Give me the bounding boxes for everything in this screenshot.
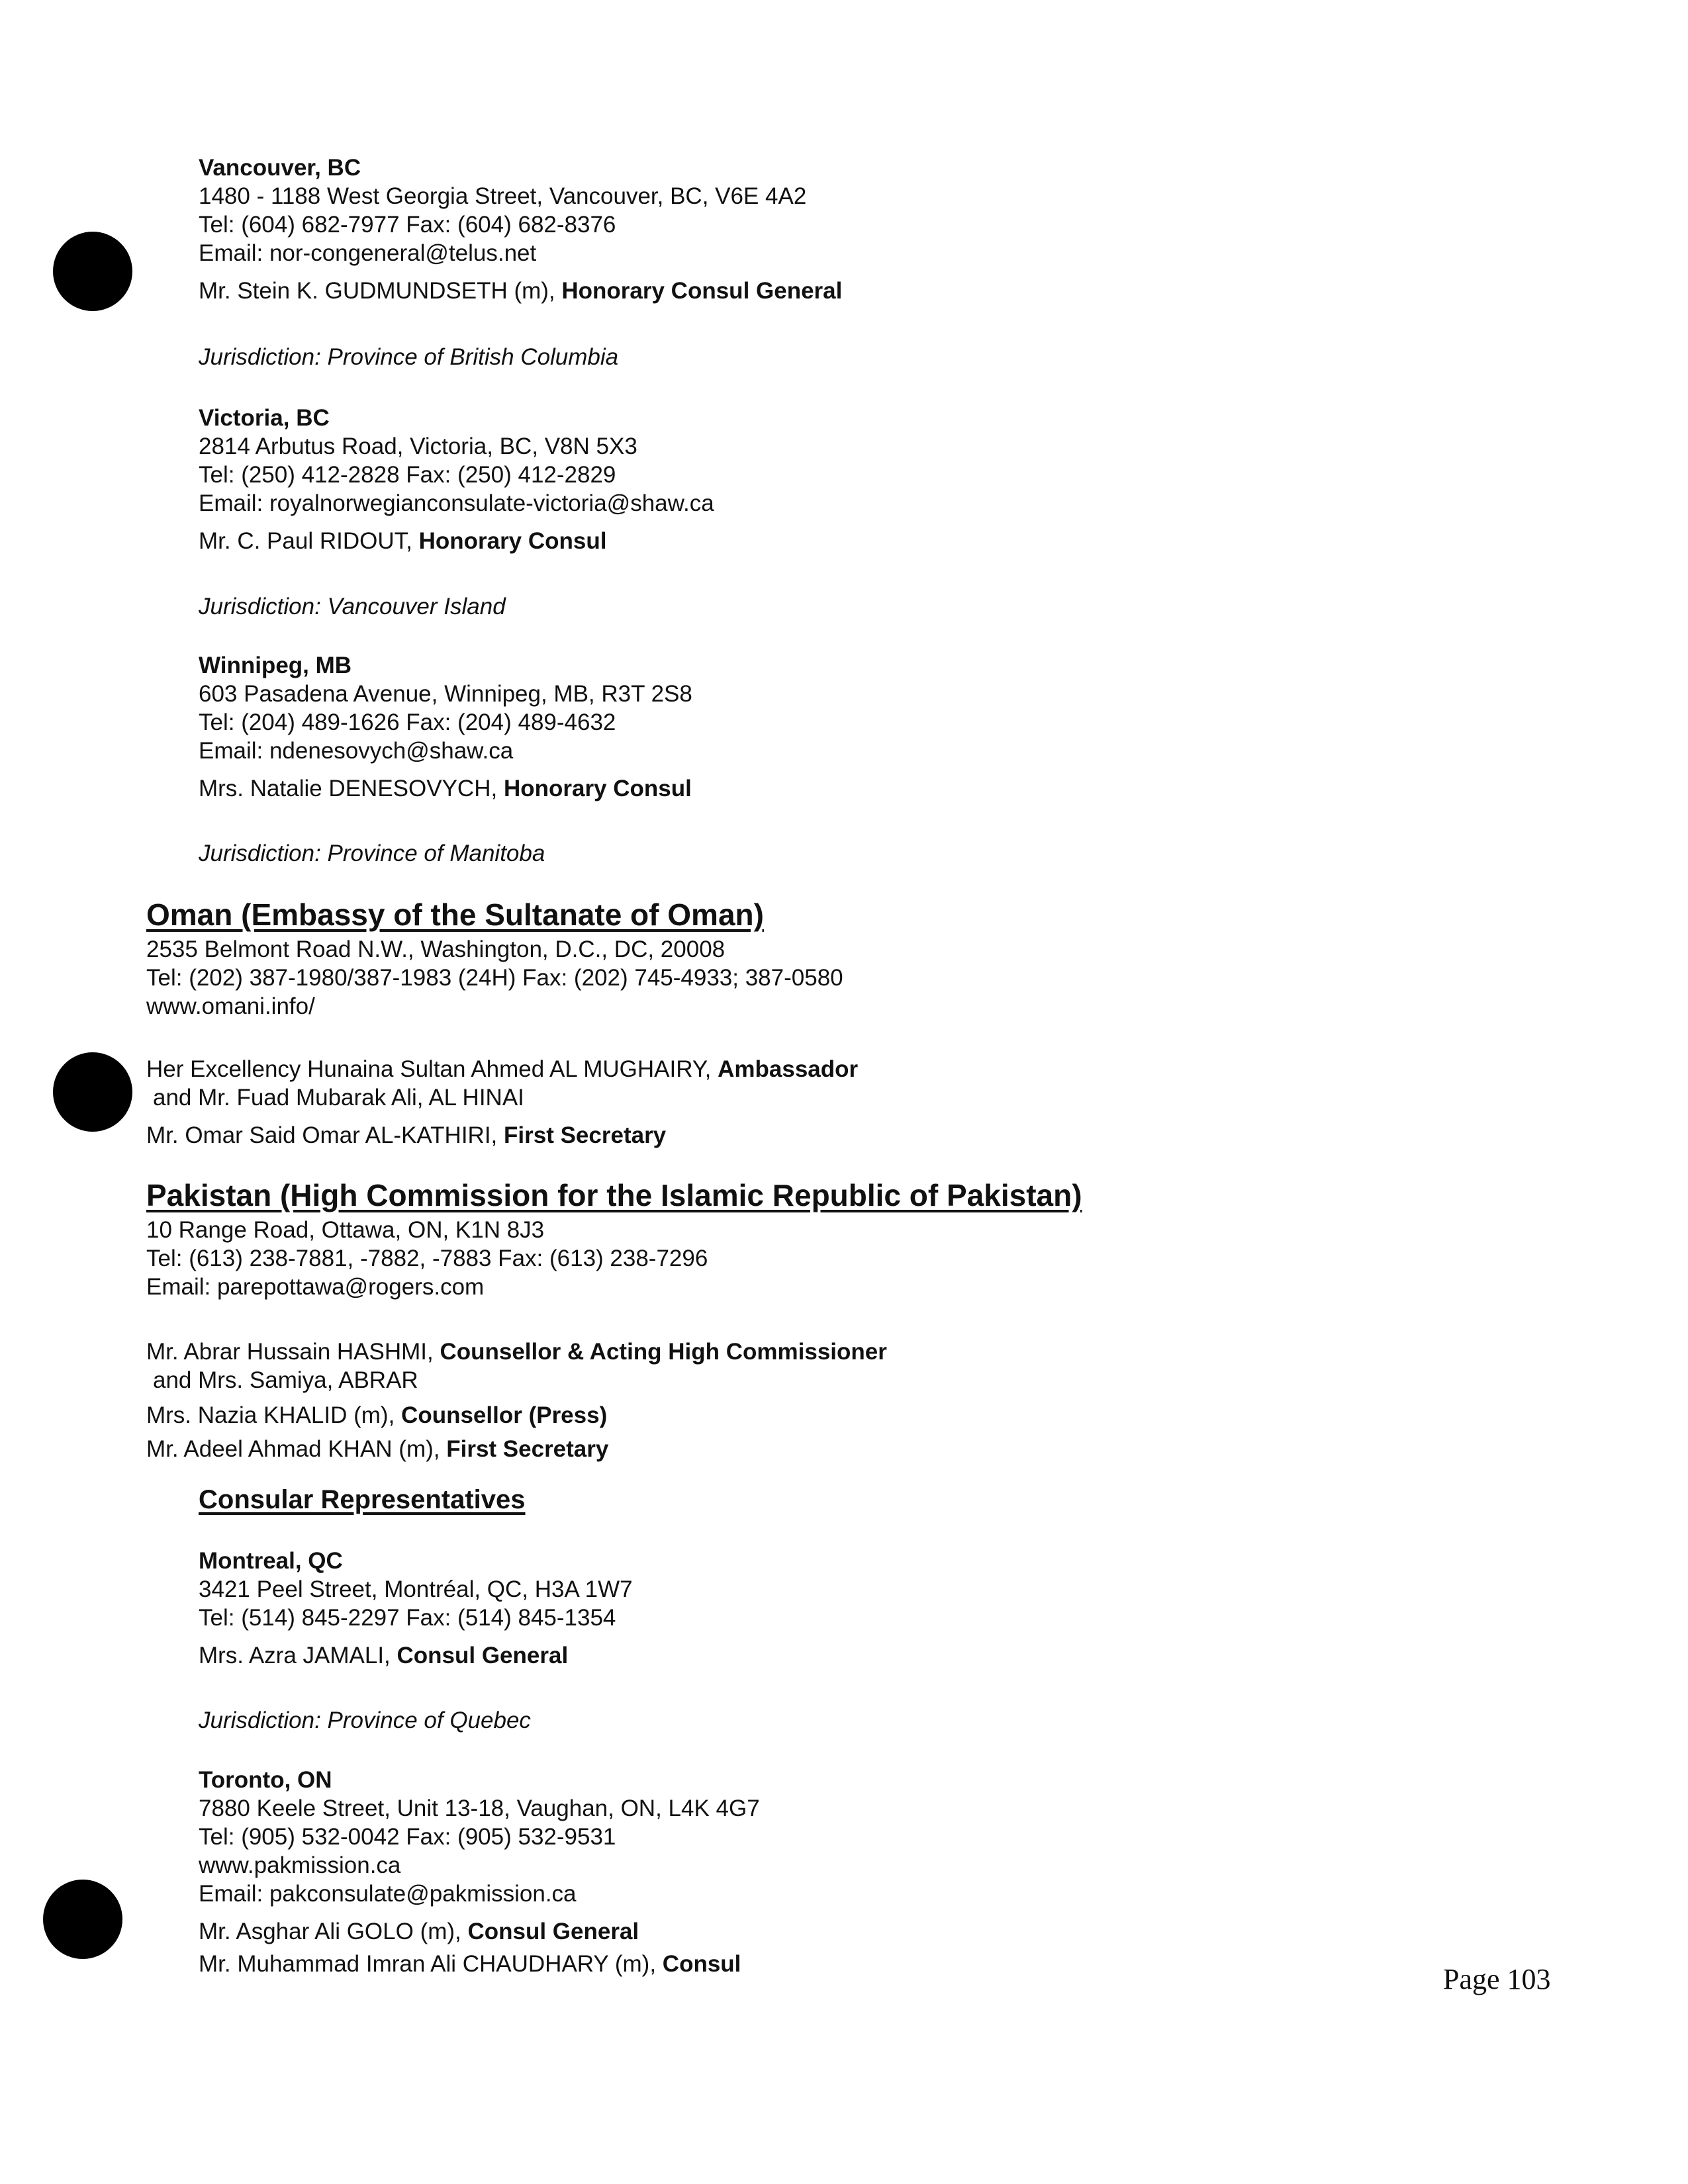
email: Email: nor-congeneral@telus.net xyxy=(199,240,537,266)
jurisdiction: Jurisdiction: Province of British Columbia xyxy=(199,344,619,370)
staff-entry xyxy=(199,1950,760,1978)
address: 3421 Peel Street, Montréal, QC, H3A 1W7 xyxy=(199,1576,633,1602)
staff-name: Mr. Abrar Hussain HASHMI, xyxy=(146,1339,440,1365)
email: Email: parepottawa@rogers.com xyxy=(146,1274,485,1300)
punch-hole-top xyxy=(53,232,132,311)
pakistan-heading: Pakistan (High Commission for the Islamic Republic of Pakistan) xyxy=(146,1178,1082,1212)
jurisdiction: Jurisdiction: Province of Quebec xyxy=(199,1707,531,1733)
phone-fax: Tel: (514) 845-2297 Fax: (514) 845-1354 xyxy=(199,1605,616,1631)
phone-fax: Tel: (204) 489-1626 Fax: (204) 489-4632 xyxy=(199,709,616,735)
staff-title: Counsellor & Acting High Commissioner xyxy=(440,1339,887,1365)
staff-name: Mr. Muhammad Imran Ali CHAUDHARY (m), xyxy=(199,1951,663,1977)
staff-entry xyxy=(146,1338,887,1366)
oman-contact xyxy=(146,935,843,1021)
staff-title: First Secretary xyxy=(446,1436,609,1462)
staff-entry xyxy=(199,527,714,555)
staff-entry xyxy=(146,1401,887,1430)
staff-title: First Secretary xyxy=(504,1122,667,1148)
jurisdiction: Jurisdiction: Province of Manitoba xyxy=(199,841,545,866)
address: 7880 Keele Street, Unit 13-18, Vaughan, ON, L4K 4G7 xyxy=(199,1796,760,1821)
consulate-vancouver xyxy=(199,154,842,305)
staff-name: Mr. Asghar Ali GOLO (m), xyxy=(199,1919,468,1944)
staff-name: Mr. Stein K. GUDMUNDSETH (m), xyxy=(199,278,562,304)
staff-spouse: and Mrs. Samiya, ABRAR xyxy=(153,1367,418,1393)
email: Email: ndenesovych@shaw.ca xyxy=(199,738,514,764)
page-number: Page 103 xyxy=(1443,1963,1551,1995)
staff-title: Honorary Consul xyxy=(418,528,607,554)
staff-name: Mrs. Nazia KHALID (m), xyxy=(146,1402,402,1428)
staff-name: Mr. Omar Said Omar AL-KATHIRI, xyxy=(146,1122,504,1148)
staff-name: Mr. Adeel Ahmad KHAN (m), xyxy=(146,1436,447,1462)
staff-name: Mrs. Natalie DENESOVYCH, xyxy=(199,776,504,801)
city-name: Winnipeg, MB xyxy=(199,653,352,678)
staff-name: Mrs. Azra JAMALI, xyxy=(199,1643,397,1668)
website: www.pakmission.ca xyxy=(199,1852,401,1878)
email: Email: pakconsulate@pakmission.ca xyxy=(199,1881,577,1907)
staff-title: Consul General xyxy=(397,1643,569,1668)
city-name: Toronto, ON xyxy=(199,1767,332,1793)
staff-title: Honorary Consul xyxy=(503,776,692,801)
city-name: Vancouver, BC xyxy=(199,155,361,181)
address: 2535 Belmont Road N.W., Washington, D.C., DC, 20008 xyxy=(146,936,726,962)
punch-hole-bottom xyxy=(43,1880,122,1959)
staff-entry xyxy=(199,1641,633,1670)
punch-hole-middle xyxy=(53,1052,132,1132)
consulate-toronto xyxy=(199,1766,760,1978)
pakistan-contact xyxy=(146,1216,708,1301)
email: Email: royalnorwegianconsulate-victoria@shaw.ca xyxy=(199,490,714,516)
consular-representatives-heading: Consular Representatives xyxy=(199,1485,526,1514)
address: 603 Pasadena Avenue, Winnipeg, MB, R3T 2S8 xyxy=(199,681,692,707)
staff-entry xyxy=(199,774,692,803)
consulate-montreal xyxy=(199,1547,633,1670)
phone-fax: Tel: (905) 532-0042 Fax: (905) 532-9531 xyxy=(199,1824,616,1850)
phone-fax: Tel: (604) 682-7977 Fax: (604) 682-8376 xyxy=(199,212,616,238)
website: www.omani.info/ xyxy=(146,993,315,1019)
staff-title: Consul General xyxy=(467,1919,639,1944)
staff-spouse: and Mr. Fuad Mubarak Ali, AL HINAI xyxy=(153,1085,524,1111)
oman-heading: Oman (Embassy of the Sultanate of Oman) xyxy=(146,897,764,932)
staff-name: Her Excellency Hunaina Sultan Ahmed AL MUGHAIRY, xyxy=(146,1056,718,1082)
staff-title: Counsellor (Press) xyxy=(401,1402,608,1428)
address: 1480 - 1188 West Georgia Street, Vancouver, BC, V6E 4A2 xyxy=(199,183,807,209)
consulate-victoria xyxy=(199,404,714,555)
jurisdiction: Jurisdiction: Vancouver Island xyxy=(199,594,506,619)
staff-title: Ambassador xyxy=(718,1056,859,1082)
phone-fax: Tel: (613) 238-7881, -7882, -7883 Fax: (613) 238-7296 xyxy=(146,1246,708,1271)
staff-entry xyxy=(146,1435,887,1463)
address: 10 Range Road, Ottawa, ON, K1N 8J3 xyxy=(146,1217,545,1243)
staff-entry xyxy=(146,1121,858,1150)
staff-title: Consul xyxy=(662,1951,741,1977)
staff-entry xyxy=(146,1055,858,1083)
staff-entry xyxy=(199,1917,760,1946)
phone-fax: Tel: (202) 387-1980/387-1983 (24H) Fax: (202) 745-4933; 387-0580 xyxy=(146,965,843,991)
address: 2814 Arbutus Road, Victoria, BC, V8N 5X3 xyxy=(199,433,637,459)
city-name: Victoria, BC xyxy=(199,405,330,431)
oman-staff xyxy=(146,1055,858,1150)
staff-name: Mr. C. Paul RIDOUT, xyxy=(199,528,419,554)
phone-fax: Tel: (250) 412-2828 Fax: (250) 412-2829 xyxy=(199,462,616,488)
consulate-winnipeg xyxy=(199,651,692,803)
staff-title: Honorary Consul General xyxy=(561,278,843,304)
staff-entry xyxy=(199,277,842,305)
city-name: Montreal, QC xyxy=(199,1548,343,1574)
pakistan-staff xyxy=(146,1338,887,1463)
